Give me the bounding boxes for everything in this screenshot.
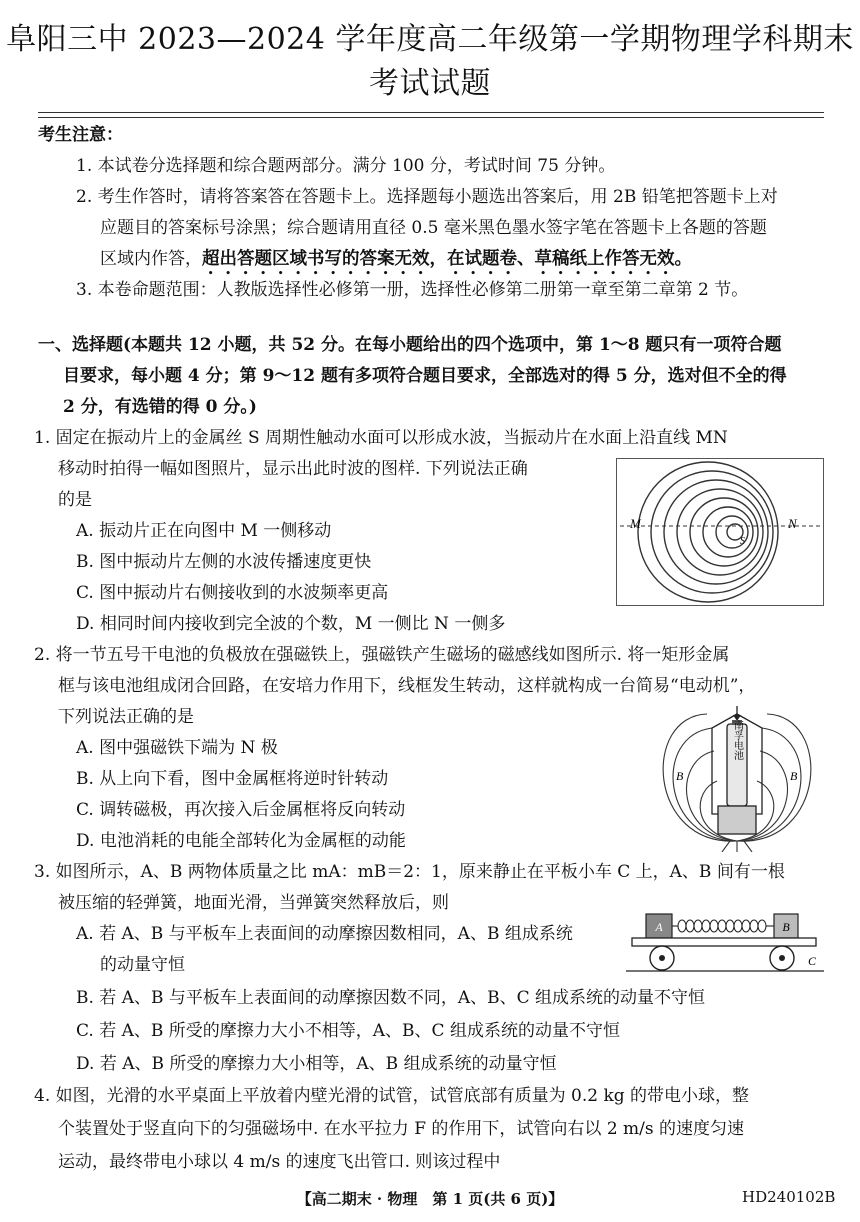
q3-option-a-line-1: A. 若 A、B 与平板车上表面间的动摩擦因数相同，A、B 组成系统 bbox=[76, 924, 573, 944]
q3-label-a: A bbox=[655, 920, 663, 934]
q2-battery-label: 南孚电池 bbox=[731, 720, 743, 760]
footer-page-info: 【高二期末 · 物理 第 1 页(共 6 页)】 bbox=[296, 1190, 564, 1208]
q3-label-b: B bbox=[782, 920, 790, 934]
q2-option-d: D. 电池消耗的电能全部转化为金属框的动能 bbox=[76, 831, 406, 851]
q1-wave-figure bbox=[616, 458, 824, 606]
q2-line-3: 下列说法正确的是 bbox=[58, 707, 194, 727]
q3-option-c: C. 若 A、B 所受的摩擦力大小不相等，A、B、C 组成系统的动量不守恒 bbox=[76, 1021, 620, 1041]
title-rule-bottom bbox=[38, 117, 824, 118]
q2-option-b: B. 从上向下看，图中金属框将逆时针转动 bbox=[76, 769, 389, 789]
q3-option-b: B. 若 A、B 与平板车上表面间的动摩擦因数不同，A、B、C 组成系统的动量不守恒 bbox=[76, 988, 706, 1008]
notice-item-3: 3. 本卷命题范围：人教版选择性必修第一册，选择性必修第二册第一章至第二章第 2 节。 bbox=[76, 280, 749, 300]
q1-label-n: N bbox=[788, 516, 797, 531]
q1-label-m: M bbox=[630, 516, 641, 531]
q3-cart-deck bbox=[632, 938, 816, 946]
q4-line-2: 个装置处于竖直向下的匀强磁场中. 在水平拉力 F 的作用下，试管向右以 2 m/s 的速度匀速 bbox=[58, 1119, 745, 1139]
q1-option-c: C. 图中振动片右侧接收到的水波频率更高 bbox=[76, 583, 389, 603]
q1-line-1: 1. 固定在振动片上的金属丝 S 周期性触动水面可以形成水波，当振动片在水面上沿直线 MN bbox=[34, 428, 728, 448]
section-1-line-2: 目要求，每小题 4 分；第 9～12 题有多项符合题目要求，全部选对的得 5 分，选对但不全的得 bbox=[63, 366, 787, 386]
q1-line-3: 的是 bbox=[58, 490, 92, 510]
q3-line-2: 被压缩的轻弹簧，地面光滑，当弹簧突然释放后，则 bbox=[58, 893, 449, 913]
q1-option-d: D. 相同时间内接收到完全波的个数，M 一侧比 N 一侧多 bbox=[76, 614, 506, 634]
notice-emphasis-warning: 超出答题区域书写的答案无效，在试题卷、草稿纸上作答无效。 bbox=[202, 249, 692, 269]
notice-item-2-line-3 bbox=[100, 244, 692, 279]
q2-option-a: A. 图中强磁铁下端为 N 极 bbox=[76, 738, 278, 758]
q3-spring bbox=[672, 920, 774, 932]
q4-line-1: 4. 如图，光滑的水平桌面上平放着内壁光滑的试管，试管底部有质量为 0.2 kg 的带电小球，整 bbox=[34, 1086, 750, 1106]
q1-label-s: S bbox=[740, 536, 745, 547]
footer-code: HD240102B bbox=[742, 1188, 836, 1206]
exam-title: 阜阳三中 2023—2024 学年度高二年级第一学期物理学科期末考试试题 bbox=[6, 22, 854, 101]
notice-item-2-line-1: 2. 考生作答时，请将答案答在答题卡上。选择题每小题选出答案后，用 2B 铅笔把答题卡上对 bbox=[76, 187, 778, 207]
q3-wheel-right bbox=[770, 946, 794, 970]
q2-strong-magnet bbox=[718, 806, 756, 834]
q2-line-1: 2. 将一节五号干电池的负极放在强磁铁上，强磁铁产生磁场的磁感线如图所示. 将一矩形金属 bbox=[34, 645, 730, 665]
q2-magnet-figure bbox=[652, 706, 822, 852]
q1-line-2: 移动时拍得一幅如图照片，显示出此时波的图样. 下列说法正确 bbox=[58, 459, 528, 479]
q2-line-2: 框与该电池组成闭合回路，在安培力作用下，线框发生转动，这样就构成一台简易“电动机”， bbox=[58, 676, 756, 696]
notice-item-1: 1. 本试卷分选择题和综合题两部分。满分 100 分，考试时间 75 分钟。 bbox=[76, 156, 616, 176]
q2-label-b-left: B bbox=[676, 769, 684, 783]
q3-cart-figure bbox=[626, 908, 824, 974]
q3-line-1: 3. 如图所示，A、B 两物体质量之比 mA：mB＝2：1，原来静止在平板小车 C 上，A、B 间有一根 bbox=[34, 862, 785, 882]
notice-heading: 考生注意： bbox=[38, 125, 123, 145]
q2-label-b-right: B bbox=[790, 769, 798, 783]
q3-label-c: C bbox=[808, 954, 817, 968]
notice-item-2-line-3-text: 区域内作答， bbox=[100, 249, 202, 269]
q1-option-a: A. 振动片正在向图中 M 一侧移动 bbox=[76, 521, 332, 541]
q2-option-c: C. 调转磁极，再次接入后金属框将反向转动 bbox=[76, 800, 406, 820]
q3-wheel-left bbox=[650, 946, 674, 970]
q3-option-a-line-2: 的动量守恒 bbox=[100, 955, 185, 975]
section-1-line-3: 2 分，有选错的得 0 分。) bbox=[63, 397, 257, 417]
notice-item-2-line-2: 应题目的答案标号涂黑；综合题请用直径 0.5 毫米黑色墨水签字笔在答题卡上各题的答题 bbox=[100, 218, 767, 238]
q4-line-3: 运动，最终带电小球以 4 m/s 的速度飞出管口. 则该过程中 bbox=[58, 1152, 501, 1172]
q1-option-b: B. 图中振动片左侧的水波传播速度更快 bbox=[76, 552, 372, 572]
title-rule-top bbox=[38, 112, 824, 113]
q3-option-d: D. 若 A、B 所受的摩擦力大小相等，A、B 组成系统的动量守恒 bbox=[76, 1054, 557, 1074]
section-1-line-1: 一、选择题(本题共 12 小题，共 52 分。在每小题给出的四个选项中，第 1～8 题只有一项符合题 bbox=[38, 335, 782, 355]
